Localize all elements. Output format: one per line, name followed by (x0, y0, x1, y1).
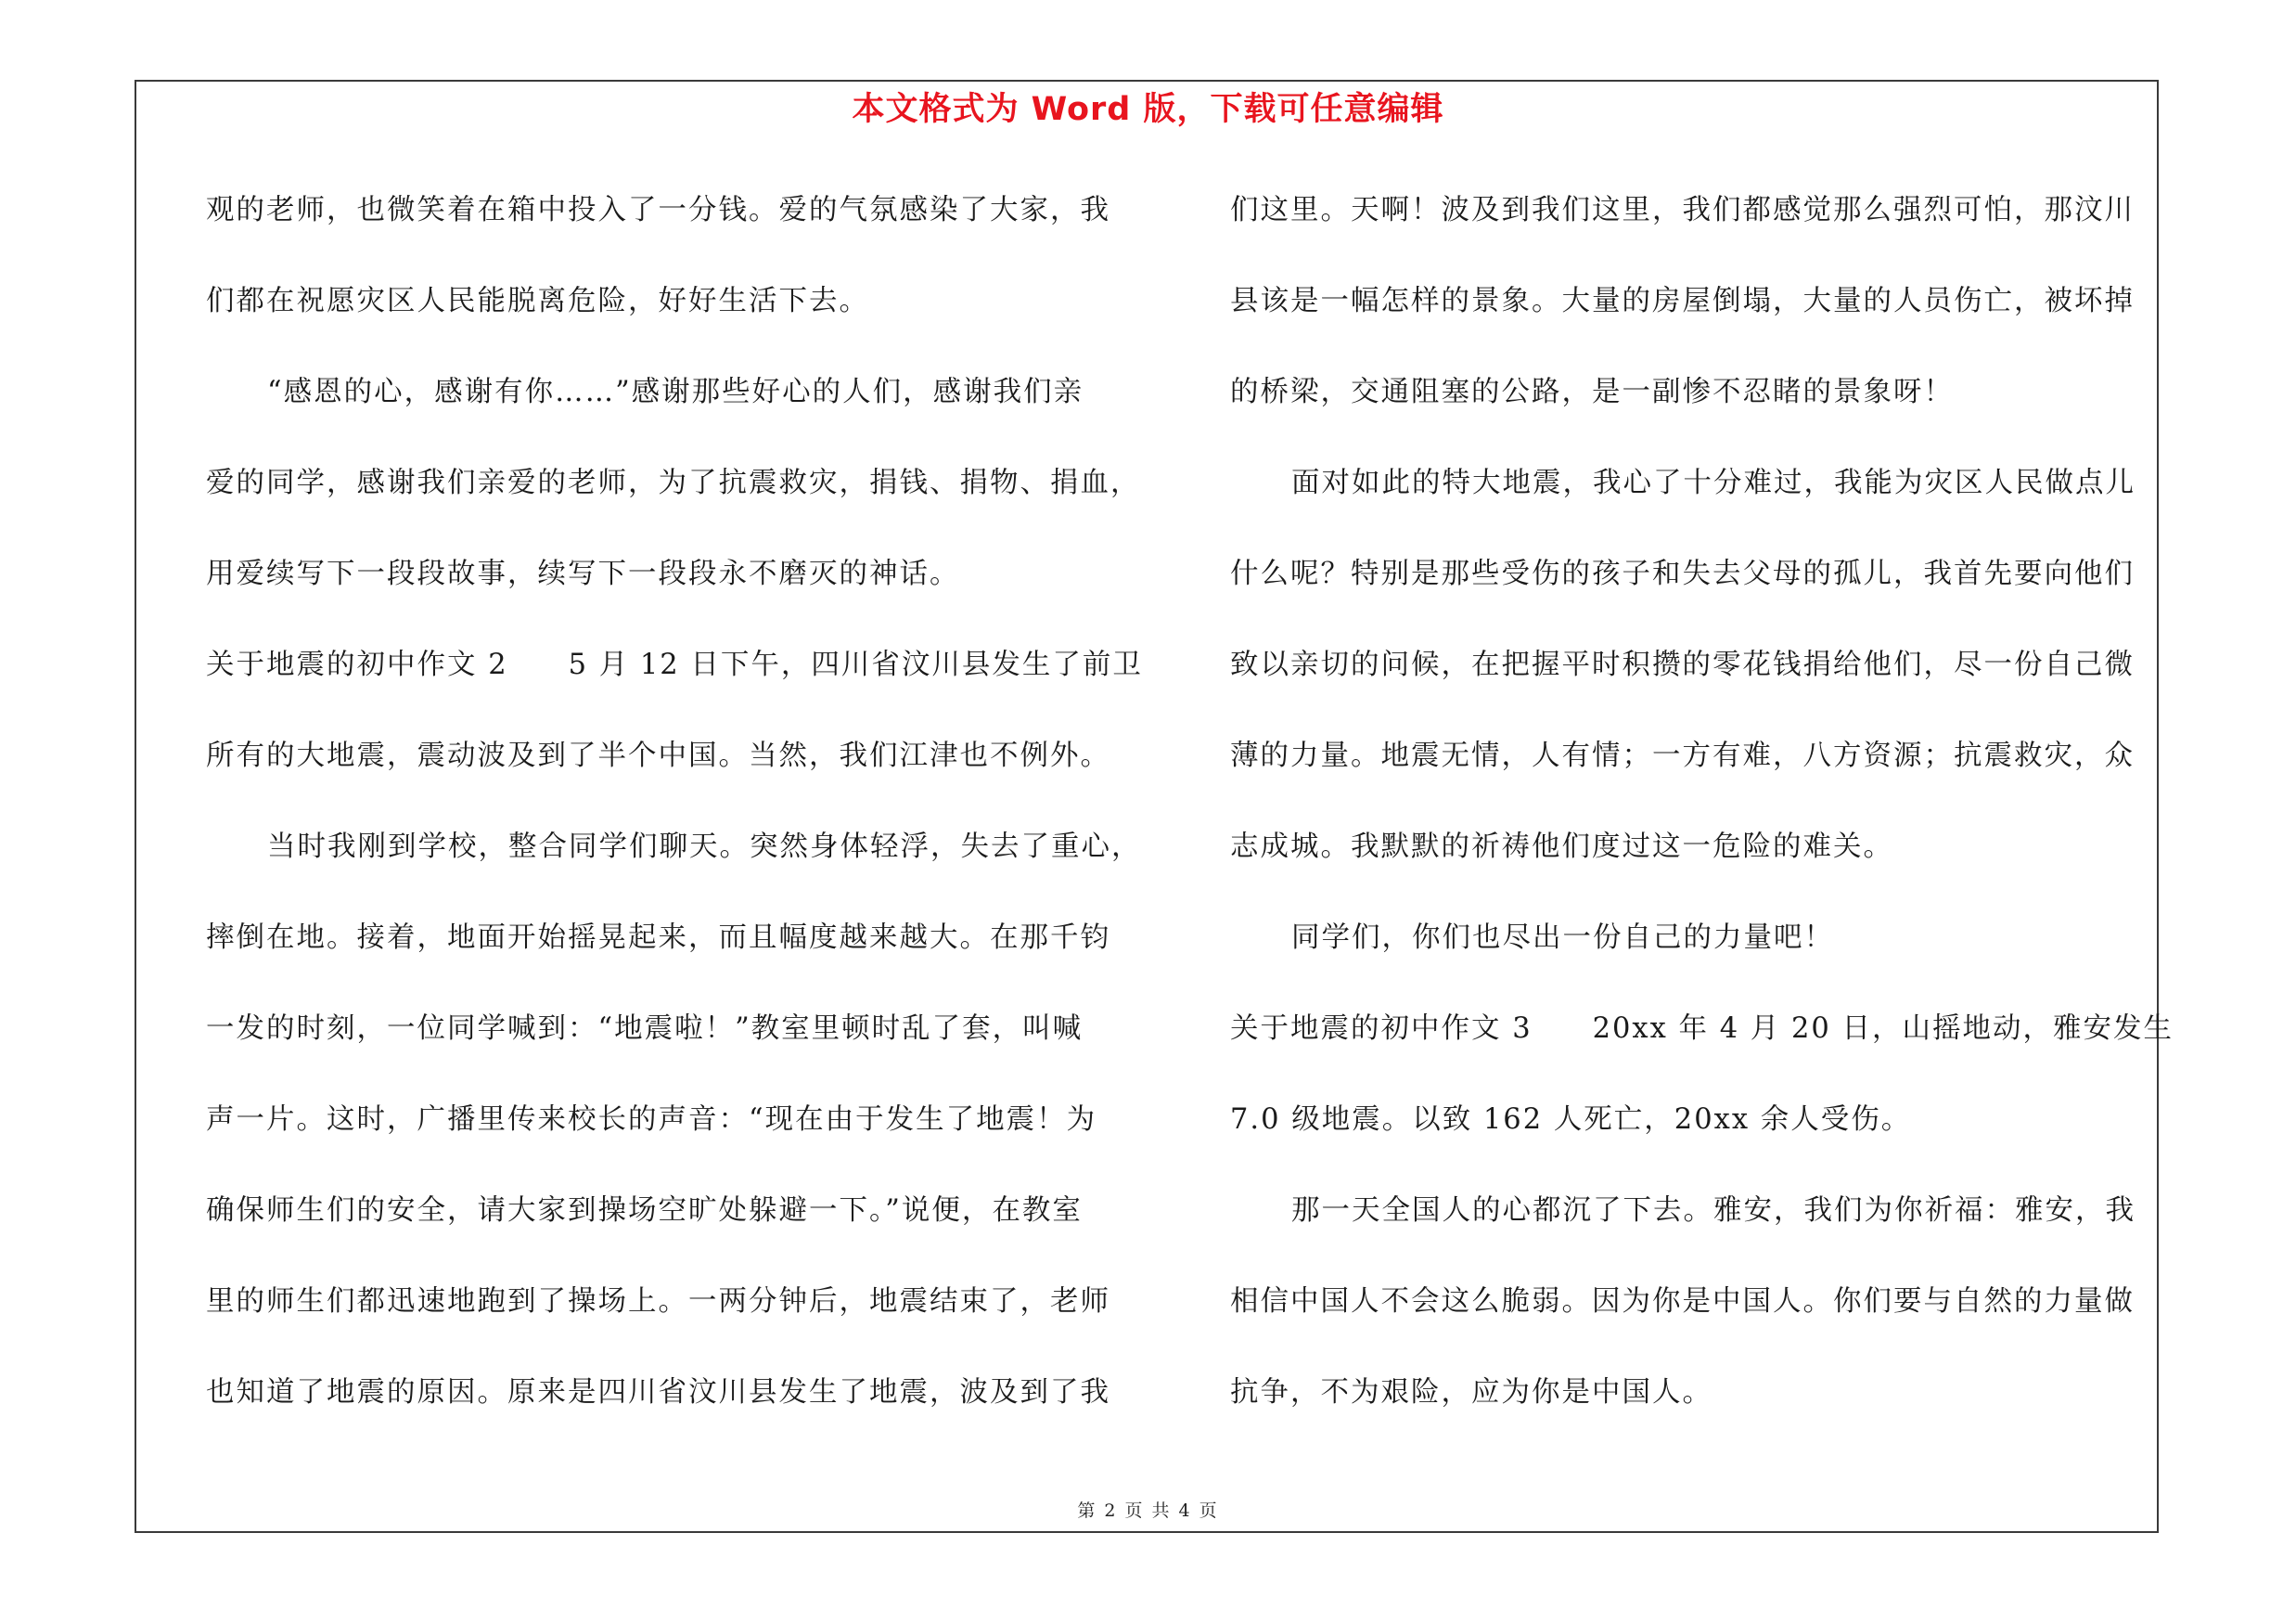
text-line: 声一片。这时，广播里传来校长的声音：“现在由于发生了地震！为 (206, 1103, 1097, 1136)
right-text-column (1230, 182, 2174, 1455)
word-format-banner: 本文格式为 Word 版，下载可任意编辑 (852, 91, 1444, 128)
text-line: 用爱续写下一段段故事，续写下一段段永不磨灭的神话。 (206, 558, 960, 590)
text-line: 一发的时刻，一位同学喊到：“地震啦！”教室里顿时乱了套，叫喊 (206, 1012, 1084, 1045)
text-line: 薄的力量。地震无情，人有情；一方有难，八方资源；抗震救灾，众 (1230, 740, 2135, 772)
text-line: 当时我刚到学校，整合同学们聊天。突然身体轻浮，失去了重心， (267, 831, 1142, 863)
text-line: 7.0 级地震。以致 162 人死亡，20xx 余人受伤。 (1230, 1103, 1912, 1136)
text-line: 们这里。天啊！波及到我们这里，我们都感觉那么强烈可怕，那汶川 (1230, 194, 2135, 226)
text-line: 观的老师，也微笑着在箱中投入了一分钱。爱的气氛感染了大家，我 (206, 194, 1110, 226)
text-line: 什么呢？特别是那些受伤的孩子和失去父母的孤儿，我首先要向他们 (1230, 558, 2135, 590)
text-line: 同学们，你们也尽出一份自己的力量吧！ (1291, 921, 1834, 954)
page-number-footer: 第 2 页 共 4 页 (1077, 1501, 1219, 1521)
text-line: “感恩的心，感谢有你……”感谢那些好心的人们，感谢我们亲 (267, 376, 1084, 408)
text-line: 也知道了地震的原因。原来是四川省汶川县发生了地震，波及到了我 (206, 1376, 1110, 1409)
text-line: 关于地震的初中作文 2 5 月 12 日下午，四川省汶川县发生了前卫 (206, 649, 1143, 681)
text-line: 那一天全国人的心都沉了下去。雅安，我们为你祈福：雅安，我 (1291, 1194, 2136, 1227)
text-line: 摔倒在地。接着，地面开始摇晃起来，而且幅度越来越大。在那千钧 (206, 921, 1110, 954)
text-line: 里的师生们都迅速地跑到了操场上。一两分钟后，地震结束了，老师 (206, 1285, 1110, 1318)
text-line: 们都在祝愿灾区人民能脱离危险，好好生活下去。 (206, 285, 869, 317)
text-line: 爱的同学，感谢我们亲爱的老师，为了抗震救灾，捐钱、捐物、捐血， (206, 467, 1141, 499)
text-line: 确保师生们的安全，请大家到操场空旷处躲避一下。”说便，在教室 (206, 1194, 1083, 1227)
text-line: 志成城。我默默的祈祷他们度过这一危险的难关。 (1230, 831, 1893, 863)
text-line: 关于地震的初中作文 3 20xx 年 4 月 20 日，山摇地动，雅安发生 (1230, 1012, 2174, 1045)
text-line: 面对如此的特大地震，我心了十分难过，我能为灾区人民做点儿 (1291, 467, 2136, 499)
text-line: 相信中国人不会这么脆弱。因为你是中国人。你们要与自然的力量做 (1230, 1285, 2135, 1318)
text-line: 县该是一幅怎样的景象。大量的房屋倒塌，大量的人员伤亡，被坏掉 (1230, 285, 2135, 317)
text-line: 致以亲切的问候，在把握平时积攒的零花钱捐给他们，尽一份自己微 (1230, 649, 2135, 681)
text-line: 所有的大地震，震动波及到了半个中国。当然，我们江津也不例外。 (206, 740, 1110, 772)
text-line: 的桥梁，交通阻塞的公路，是一副惨不忍睹的景象呀！ (1230, 376, 1954, 408)
left-text-column (206, 182, 1143, 1455)
text-line: 抗争，不为艰险，应为你是中国人。 (1230, 1376, 1712, 1409)
